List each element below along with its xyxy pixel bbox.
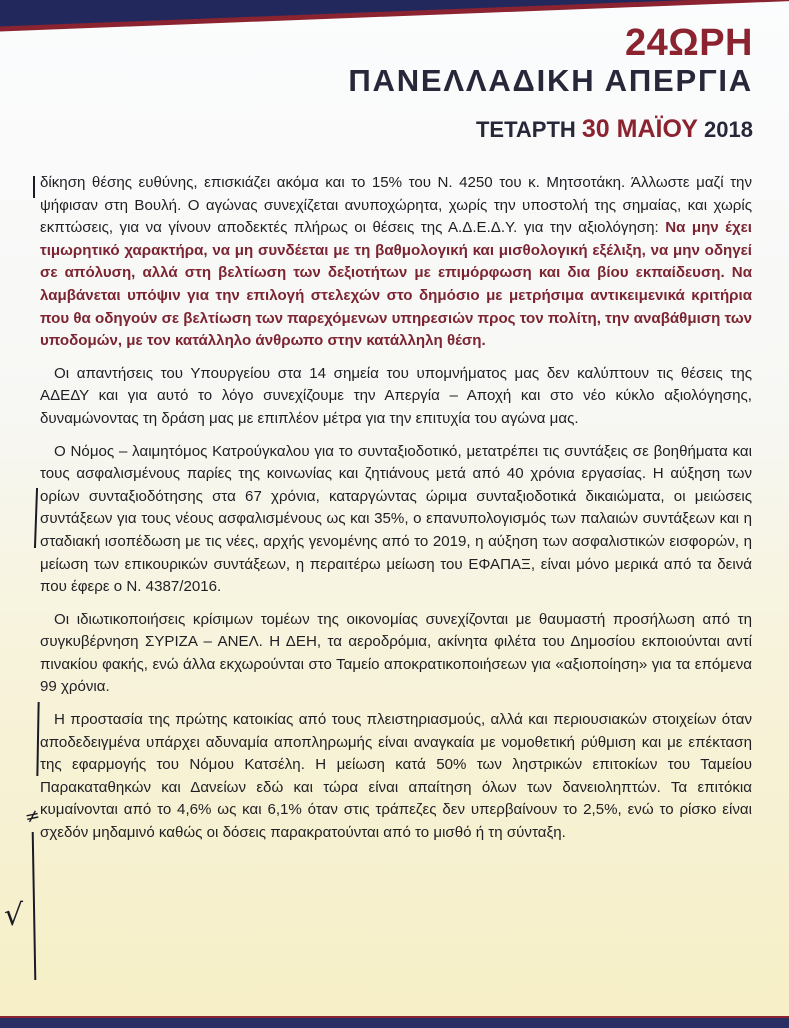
paragraph-ministry-answers: Οι απαντήσεις του Υπουργείου στα 14 σημεία του υπομνήματος μας δεν καλύπτουν τις θέσεις της ΑΔΕΔΥ και για αυτό το λόγο συνεχίζουμε την Απεργία – Αποχή και στο νέο κύκλο αξιολόγησης, δυναμώνοντας τη δράση μας με επιπλέον μέτρα για την επιτυχία του αγώνα μας. <box>40 364 752 427</box>
pen-mark-paragraph-1 <box>33 176 35 198</box>
bottom-red-line <box>0 1016 789 1018</box>
pen-mark-paragraph-5 <box>32 832 37 980</box>
headline-strike: ΠΑΝΕΛΛΑΔΙΚΗ ΑΠΕΡΓΙΑ <box>348 63 753 98</box>
headline-24h: 24ΩΡΗ <box>624 22 753 64</box>
bottom-banner-stripe <box>0 1016 789 1028</box>
checkmark-icon: √ <box>4 898 24 933</box>
paragraph-evaluation-demands: Να μην έχει τιμωρητικό χαρακτήρα, να μη συνδέεται με τη βαθμολογική και μισθολογική εξέλιξη, να μην οδηγεί σε απόλυση, αλλά στη βελτίωση των δεξιοτήτων με επιμόρφωση και δια βίου εκπαίδευση. Να λαμβάνεται υπόψιν για την επιλογή στελεχών στο δημόσιο με μετρήσιμα αντικειμενικά κριτήρια που θα οδηγούν σε βελτίωση των παρεχόμενων υπηρεσιών προς τον πολίτη, την αναβάθμιση των υποδομών, με τον κατάλληλο άνθρωπο στην κατάλληλη θέση. <box>40 219 752 350</box>
paragraph-pension-law: Ο Νόμος – λαιμητόμος Κατρούγκαλου για το συνταξιοδοτικό, μετατρέπει τις συντάξεις σε βοηθήματα και τους ασφαλισμένους παρίες της κοινωνίας και ζητιάνους μετά από 40 χρόνια εργασίας. Η αύξηση των ορίων συνταξιοδότησης στα 67 χρόνια, καταργώντας ώριμα συνταξιοδοτικά δικαιώματα, οι μειώσεις συντάξεων για τους νέους ασφαλισμένους ως και 35%, ο επανυπολογισμός των παλαιών συντάξεων και η σταδιακή ισοπέδωση με τις νέες, αρχής γενομένης από το 2019, η αύξηση των ασφαλιστικών εισφορών, η μείωση των επικουρικών συντάξεων, η περαιτέρω μείωση του ΕΦΑΠΑΞ, είναι μόνο μερικά από τα δεινά που έφερε ο Ν. 4387/2016. <box>40 442 752 596</box>
date-main: 30 ΜΑΪΟΥ <box>581 115 698 143</box>
paragraph-first-home-protection: Η προστασία της πρώτης κατοικίας από τους πλειστηριασμούς, αλλά και περιουσιακών στοιχείων όταν αποδεδειγμένα υπάρχει αδυναμία αποπληρωμής είναι αναγκαία με νομοθετική ρύθμιση και με επέκταση της εφαρμογής του Νόμου Κατσέλη. Η μείωση κατά 50% των ληστρικών επιτοκίων του Ταμείου Παρακαταθηκών και Δανείων εδώ και τώρα είναι απαίτηση όλων των δανειοληπτών. Τα επιτόκια κυμαίνονται από το 4,6% ως και 6,1% όταν στις τράπεζες δεν υπερβαίνουν το 2,5%, ενώ το ρίσκο είναι σχεδόν μηδαμινό καθώς οι δόσεις παρακρατούνται από το μισθό ή τη σύνταξη. <box>40 711 752 842</box>
date-day: ΤΕΤΑΡΤΗ <box>475 117 576 142</box>
paragraph-evaluation <box>40 172 752 353</box>
paragraph-evaluation-text: δίκηση θέσης ευθύνης, επισκιάζει ακόμα και το 15% του Ν. 4250 του κ. Μητσοτάκη. Άλλωστε μαζί την ψήφισαν στη Βουλή. Ο αγώνας συνεχίζεται ανυποχώρητα, χωρίς την υποστολή της σημαίας, και χωρίς εκπτώσεις, για να γίνουν αποδεκτές πλήρως οι θέσεις της Α.Δ.Ε.Δ.Υ. για την αξιολόγηση: <box>40 174 752 237</box>
article-body <box>40 172 752 855</box>
pen-squiggle-icon: ≠ <box>22 804 43 829</box>
paragraph-privatizations: Οι ιδιωτικοποιήσεις κρίσιμων τομέων της οικονομίας συνεχίζονται με θαυμαστή προσήλωση από τη συγκυβέρνηση ΣΥΡΙΖΑ – ΑΝΕΛ. Η ΔΕΗ, τα αεροδρόμια, ακίνητα φιλέτα του Δημοσίου εκποιούνται αντί πινακίου φακής, ενώ άλλα εκχωρούνται στο Ταμείο αποκρατικοποιήσεων για «αξιοποίηση» για τα επόμενα 99 χρόνια. <box>40 610 752 696</box>
pen-mark-paragraph-3 <box>34 488 38 548</box>
date-year: 2018 <box>704 117 753 142</box>
headline-date <box>348 116 753 143</box>
headline-block <box>348 22 753 143</box>
